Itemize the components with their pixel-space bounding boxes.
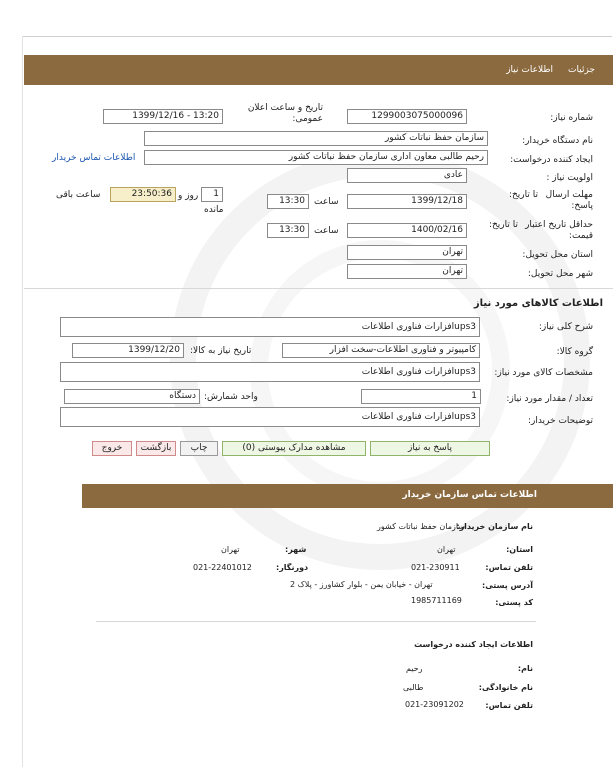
view-attachments-button[interactable]: مشاهده مدارک پیوستی (0) bbox=[222, 441, 366, 456]
contact-city: تهران bbox=[221, 545, 240, 554]
validity-label: حداقل تاریخ اعتبار قیمت: bbox=[525, 220, 593, 241]
contact-phone-label: تلفن تماس: bbox=[485, 563, 533, 572]
goods-section-title: اطلاعات کالاهای مورد نیاز bbox=[473, 298, 603, 309]
priority-field: عادی bbox=[347, 168, 467, 183]
breadcrumb-details[interactable]: جزئیات bbox=[568, 65, 595, 75]
creator-info-title: اطلاعات ایجاد کننده درخواست bbox=[414, 640, 533, 649]
quantity-label: تعداد / مقدار مورد نیاز: bbox=[506, 394, 593, 404]
need-number-label: شماره نیاز: bbox=[550, 113, 593, 123]
breadcrumb-need-info[interactable]: اطلاعات نیاز bbox=[506, 65, 553, 75]
delivery-province-label: استان محل تحویل: bbox=[522, 250, 593, 260]
creator-label: ایجاد کننده درخواست: bbox=[510, 155, 593, 165]
creator-family: طالبی bbox=[403, 683, 424, 692]
deadline-date-field: 1399/12/18 bbox=[347, 194, 467, 209]
need-date-field: 1399/12/20 bbox=[72, 343, 184, 358]
creator-name: رحیم bbox=[406, 664, 423, 673]
goods-spec-label: مشخصات کالای مورد نیاز: bbox=[494, 368, 593, 378]
buyer-org-label: نام دستگاه خریدار: bbox=[522, 136, 593, 146]
need-number-field: 1299003075000096 bbox=[347, 109, 467, 124]
contact-fax-label: دورنگار: bbox=[276, 563, 309, 572]
remaining-label-1: ساعت باقی bbox=[56, 190, 101, 200]
contact-address-label: آدرس پستی: bbox=[482, 581, 533, 590]
need-date-label: تاریخ نیاز به کالا: bbox=[190, 346, 252, 356]
header-bar bbox=[24, 55, 613, 85]
contact-postal-code-label: کد پستی: bbox=[495, 598, 533, 607]
contact-org-name-label: نام سازمان خریدار: bbox=[456, 522, 533, 531]
contact-org-name: سازمان حفظ نباتات کشور bbox=[376, 522, 465, 531]
contact-fax: 021-22401012 bbox=[193, 563, 252, 572]
reply-button[interactable]: پاسخ به نیاز bbox=[370, 441, 490, 456]
buyer-contact-bar bbox=[82, 484, 613, 508]
goods-spec-field: ups3افزارات فناوری اطلاعات bbox=[60, 362, 480, 382]
contact-phone: 021-230911 bbox=[411, 563, 460, 572]
contact-province: تهران bbox=[437, 545, 456, 554]
buyer-contact-link[interactable]: اطلاعات تماس خریدار bbox=[52, 153, 136, 163]
goods-group-field: کامپیوتر و فناوری اطلاعات-سخت افزار bbox=[282, 343, 480, 358]
remaining-label-2: مانده bbox=[204, 205, 224, 215]
delivery-city-field: تهران bbox=[347, 264, 467, 279]
exit-button[interactable]: خروج bbox=[92, 441, 132, 456]
quantity-field: 1 bbox=[361, 389, 481, 404]
creator-field: رحیم طالبی معاون اداری سازمان حفظ نباتات کشور bbox=[144, 150, 488, 165]
contact-address: تهران - خیابان یمن - بلوار کشاورز - پلاک 2 bbox=[290, 580, 433, 589]
remaining-time-field: 23:50:36 bbox=[110, 187, 176, 202]
buyer-org-field: سازمان حفظ نباتات کشور bbox=[144, 131, 488, 146]
delivery-province-field: تهران bbox=[347, 245, 467, 260]
buyer-notes-field: ups3افزارات فناوری اطلاعات bbox=[60, 407, 480, 427]
deadline-time-label: ساعت bbox=[314, 197, 339, 207]
buyer-notes-label: توضیحات خریدار: bbox=[527, 416, 593, 426]
validity-time-field: 13:30 bbox=[267, 223, 309, 238]
deadline-label: مهلت ارسال پاسخ: bbox=[545, 190, 593, 211]
validity-to-date-label: تا تاریخ: bbox=[488, 220, 518, 230]
creator-phone-label: تلفن تماس: bbox=[485, 701, 533, 710]
back-button[interactable]: بازگشت bbox=[136, 441, 176, 456]
days-label: روز و bbox=[178, 191, 199, 201]
announce-date-label: تاریخ و ساعت اعلان عمومی: bbox=[247, 103, 323, 124]
days-remaining-field: 1 bbox=[201, 187, 223, 202]
goods-group-label: گروه کالا: bbox=[556, 347, 593, 357]
validity-date-field: 1400/02/16 bbox=[347, 223, 467, 238]
unit-field: دستگاه bbox=[64, 389, 200, 404]
section-divider bbox=[24, 288, 613, 289]
priority-label: اولویت نیاز : bbox=[546, 173, 593, 183]
delivery-city-label: شهر محل تحویل: bbox=[527, 269, 593, 279]
creator-name-label: نام: bbox=[517, 664, 533, 673]
print-button[interactable]: چاپ bbox=[180, 441, 218, 456]
need-description-field: ups3افزارات فناوری اطلاعات bbox=[60, 317, 480, 337]
need-description-label: شرح کلی نیاز: bbox=[538, 322, 593, 332]
contact-postal-code: 1985711169 bbox=[411, 596, 462, 605]
page-top-border bbox=[22, 36, 612, 37]
buyer-contact-title: اطلاعات تماس سازمان خریدار bbox=[402, 490, 537, 500]
contact-city-label: شهر: bbox=[285, 545, 307, 554]
page-left-border bbox=[22, 36, 23, 767]
unit-label: واحد شمارش: bbox=[204, 392, 258, 402]
contact-province-label: استان: bbox=[506, 545, 533, 554]
deadline-to-date-label: تا تاریخ: bbox=[508, 190, 538, 200]
validity-time-label: ساعت bbox=[314, 226, 339, 236]
creator-phone: 021-23091202 bbox=[405, 700, 464, 709]
deadline-time-field: 13:30 bbox=[267, 194, 309, 209]
contact-divider bbox=[96, 621, 536, 622]
announce-date-field: 1399/12/16 - 13:20 bbox=[103, 109, 223, 124]
creator-family-label: نام خانوادگی: bbox=[478, 683, 533, 692]
